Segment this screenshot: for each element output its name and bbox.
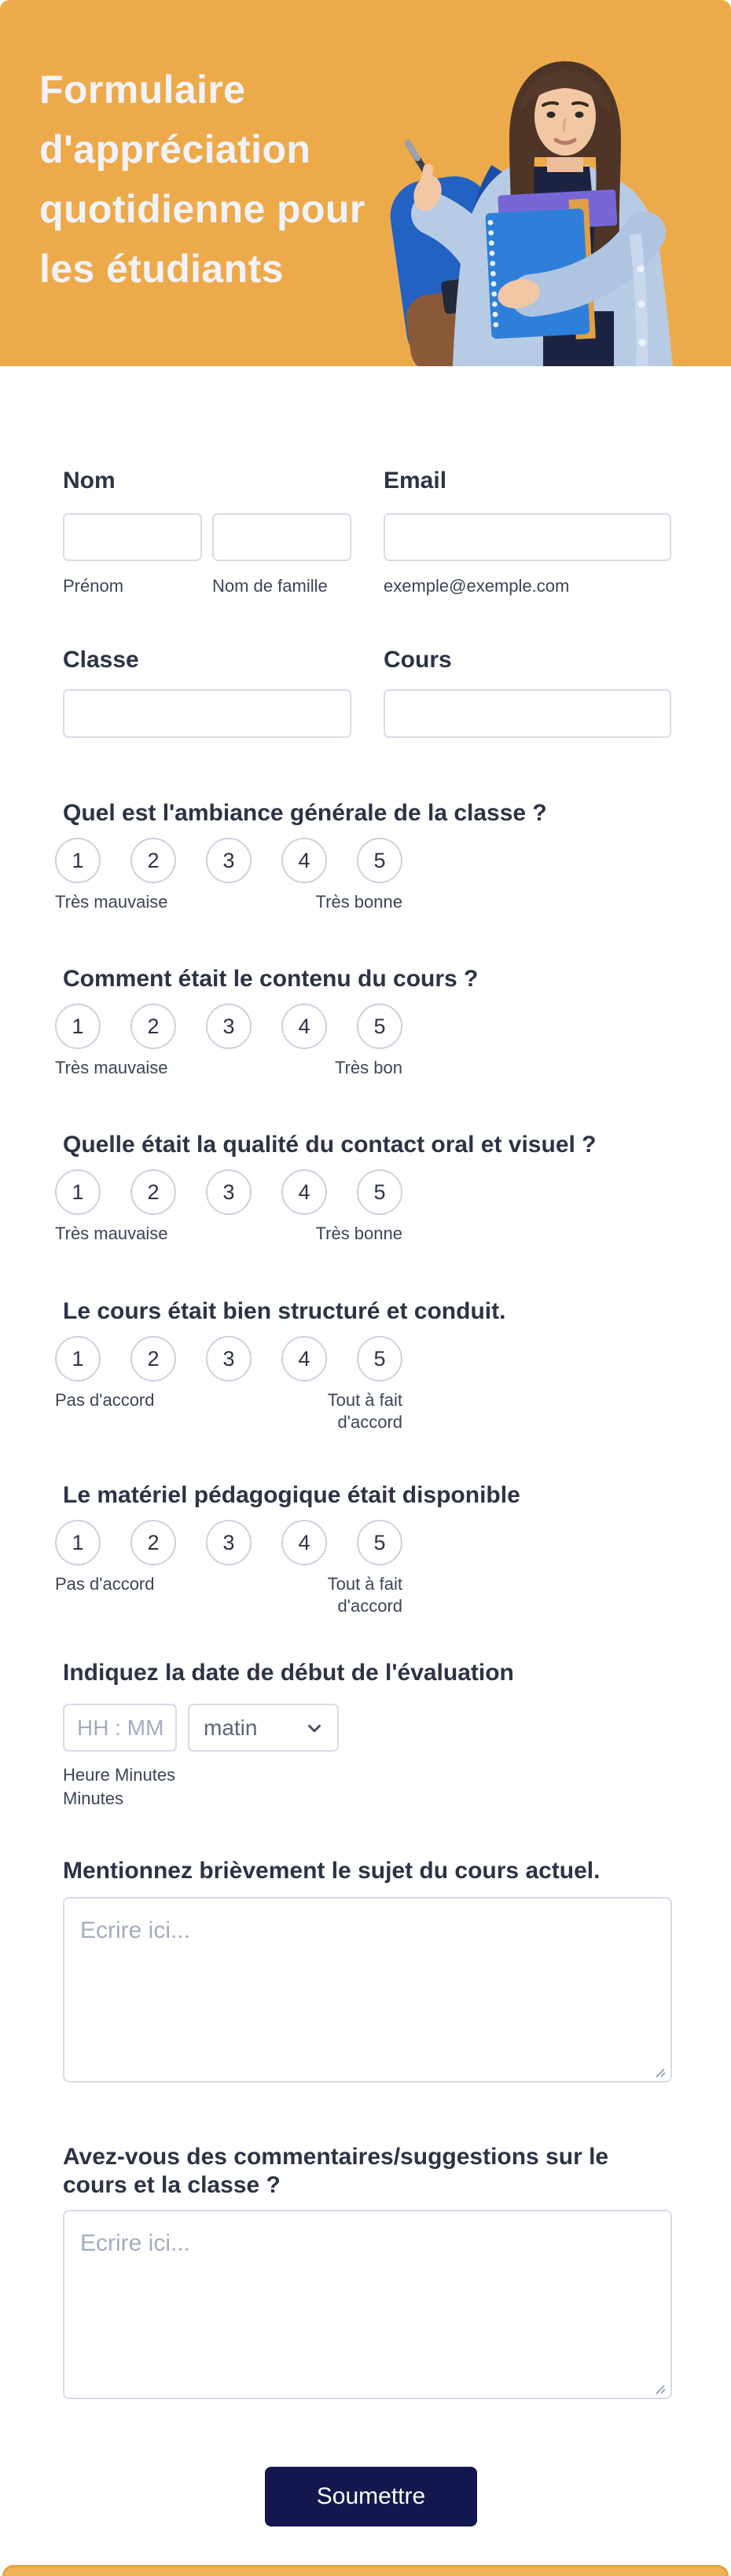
scale-option-3[interactable]: 3 bbox=[206, 1004, 252, 1049]
scale-option-5[interactable]: 5 bbox=[357, 1520, 402, 1565]
question-label: Quel est l'ambiance générale de la classe ? bbox=[63, 800, 547, 826]
subject-textarea-wrap bbox=[63, 1897, 672, 2082]
comments-field-label: Avez-vous des commentaires/suggestions sur le cours et la classe ? bbox=[63, 2144, 609, 2198]
scale-options bbox=[55, 1169, 402, 1215]
scale-option-4[interactable]: 4 bbox=[281, 1004, 327, 1049]
scale-low-label: Très mauvaise bbox=[55, 1224, 168, 1243]
last-name-sublabel: Nom de famille bbox=[212, 576, 328, 596]
last-name-input[interactable] bbox=[212, 513, 351, 561]
scale-option-5[interactable]: 5 bbox=[357, 1169, 402, 1215]
scale-option-3[interactable]: 3 bbox=[206, 1336, 252, 1382]
comments-textarea[interactable] bbox=[63, 2210, 672, 2399]
comments-textarea-wrap bbox=[63, 2210, 672, 2399]
scale-low-label: Pas d'accord bbox=[55, 1390, 155, 1410]
question-label: Le cours était bien structuré et conduit. bbox=[63, 1298, 506, 1324]
scale-option-2[interactable]: 2 bbox=[130, 1520, 176, 1565]
scale-option-4[interactable]: 4 bbox=[281, 1336, 327, 1382]
footer-section-top bbox=[2, 2565, 729, 2576]
scale-option-3[interactable]: 3 bbox=[206, 1520, 252, 1565]
classe-input[interactable] bbox=[63, 689, 351, 738]
cours-field-label: Cours bbox=[384, 647, 452, 673]
scale-option-1[interactable]: 1 bbox=[55, 1336, 101, 1382]
question-label: Quelle était la qualité du contact oral et visuel ? bbox=[63, 1132, 597, 1158]
scale-high-label: Très bonne bbox=[315, 892, 402, 912]
first-name-input[interactable] bbox=[63, 513, 202, 561]
scale-low-label: Pas d'accord bbox=[55, 1574, 155, 1594]
email-sublabel: exemple@exemple.com bbox=[384, 576, 570, 596]
scale-option-1[interactable]: 1 bbox=[55, 1004, 101, 1049]
scale-option-5[interactable]: 5 bbox=[357, 1336, 402, 1382]
hero-image-student bbox=[384, 31, 714, 366]
scale-low-label: Très mauvaise bbox=[55, 1058, 168, 1077]
scale-question-contenu bbox=[55, 966, 652, 1099]
first-name-sublabel: Prénom bbox=[63, 576, 124, 596]
scale-option-4[interactable]: 4 bbox=[281, 1169, 327, 1215]
scale-option-1[interactable]: 1 bbox=[55, 838, 101, 883]
scale-question-contact bbox=[55, 1132, 652, 1265]
scale-options bbox=[55, 1004, 402, 1049]
scale-option-5[interactable]: 5 bbox=[357, 1004, 402, 1049]
scale-high-label: Très bon bbox=[334, 1058, 402, 1077]
form-header bbox=[0, 0, 731, 366]
scale-option-3[interactable]: 3 bbox=[206, 838, 252, 883]
question-label: Comment était le contenu du cours ? bbox=[63, 966, 479, 992]
scale-high-label: Tout à fait d'accord bbox=[327, 1574, 402, 1616]
subject-textarea[interactable] bbox=[63, 1897, 672, 2082]
scale-option-3[interactable]: 3 bbox=[206, 1169, 252, 1215]
scale-option-1[interactable]: 1 bbox=[55, 1520, 101, 1565]
scale-low-label: Très mauvaise bbox=[55, 892, 168, 912]
email-field-label: Email bbox=[384, 468, 447, 494]
scale-options bbox=[55, 838, 402, 883]
scale-option-4[interactable]: 4 bbox=[281, 1520, 327, 1565]
scale-question-structure bbox=[55, 1298, 652, 1432]
chevron-down-icon bbox=[304, 1718, 325, 1738]
scale-option-1[interactable]: 1 bbox=[55, 1169, 101, 1215]
time-period-select[interactable] bbox=[188, 1704, 339, 1752]
scale-option-2[interactable]: 2 bbox=[130, 838, 176, 883]
submit-button[interactable]: Soumettre bbox=[265, 2467, 477, 2526]
email-input[interactable] bbox=[384, 513, 671, 561]
scale-option-2[interactable]: 2 bbox=[130, 1004, 176, 1049]
scale-question-ambiance bbox=[55, 800, 652, 934]
scale-high-label: Tout à fait d'accord bbox=[327, 1390, 402, 1432]
time-field-label: Indiquez la date de début de l'évaluation bbox=[63, 1660, 514, 1686]
scale-option-4[interactable]: 4 bbox=[281, 838, 327, 883]
scale-options bbox=[55, 1520, 402, 1565]
scale-high-label: Très bonne bbox=[315, 1224, 402, 1243]
scale-options bbox=[55, 1336, 402, 1382]
time-sublabel: Heure Minutes Minutes bbox=[63, 1765, 176, 1808]
page-title: Formulaire d'appréciation quotidienne pour les étudiants bbox=[39, 67, 366, 291]
scale-question-materiel bbox=[55, 1482, 652, 1616]
time-input[interactable] bbox=[63, 1704, 177, 1752]
cours-input[interactable] bbox=[384, 689, 671, 738]
question-label: Le matériel pédagogique était disponible bbox=[63, 1482, 520, 1508]
classe-field-label: Classe bbox=[63, 647, 139, 673]
time-period-value: matin bbox=[204, 1715, 258, 1740]
name-field-label: Nom bbox=[63, 468, 116, 494]
scale-option-2[interactable]: 2 bbox=[130, 1169, 176, 1215]
scale-option-2[interactable]: 2 bbox=[130, 1336, 176, 1382]
scale-option-5[interactable]: 5 bbox=[357, 838, 402, 883]
subject-field-label: Mentionnez brièvement le sujet du cours actuel. bbox=[63, 1858, 601, 1884]
